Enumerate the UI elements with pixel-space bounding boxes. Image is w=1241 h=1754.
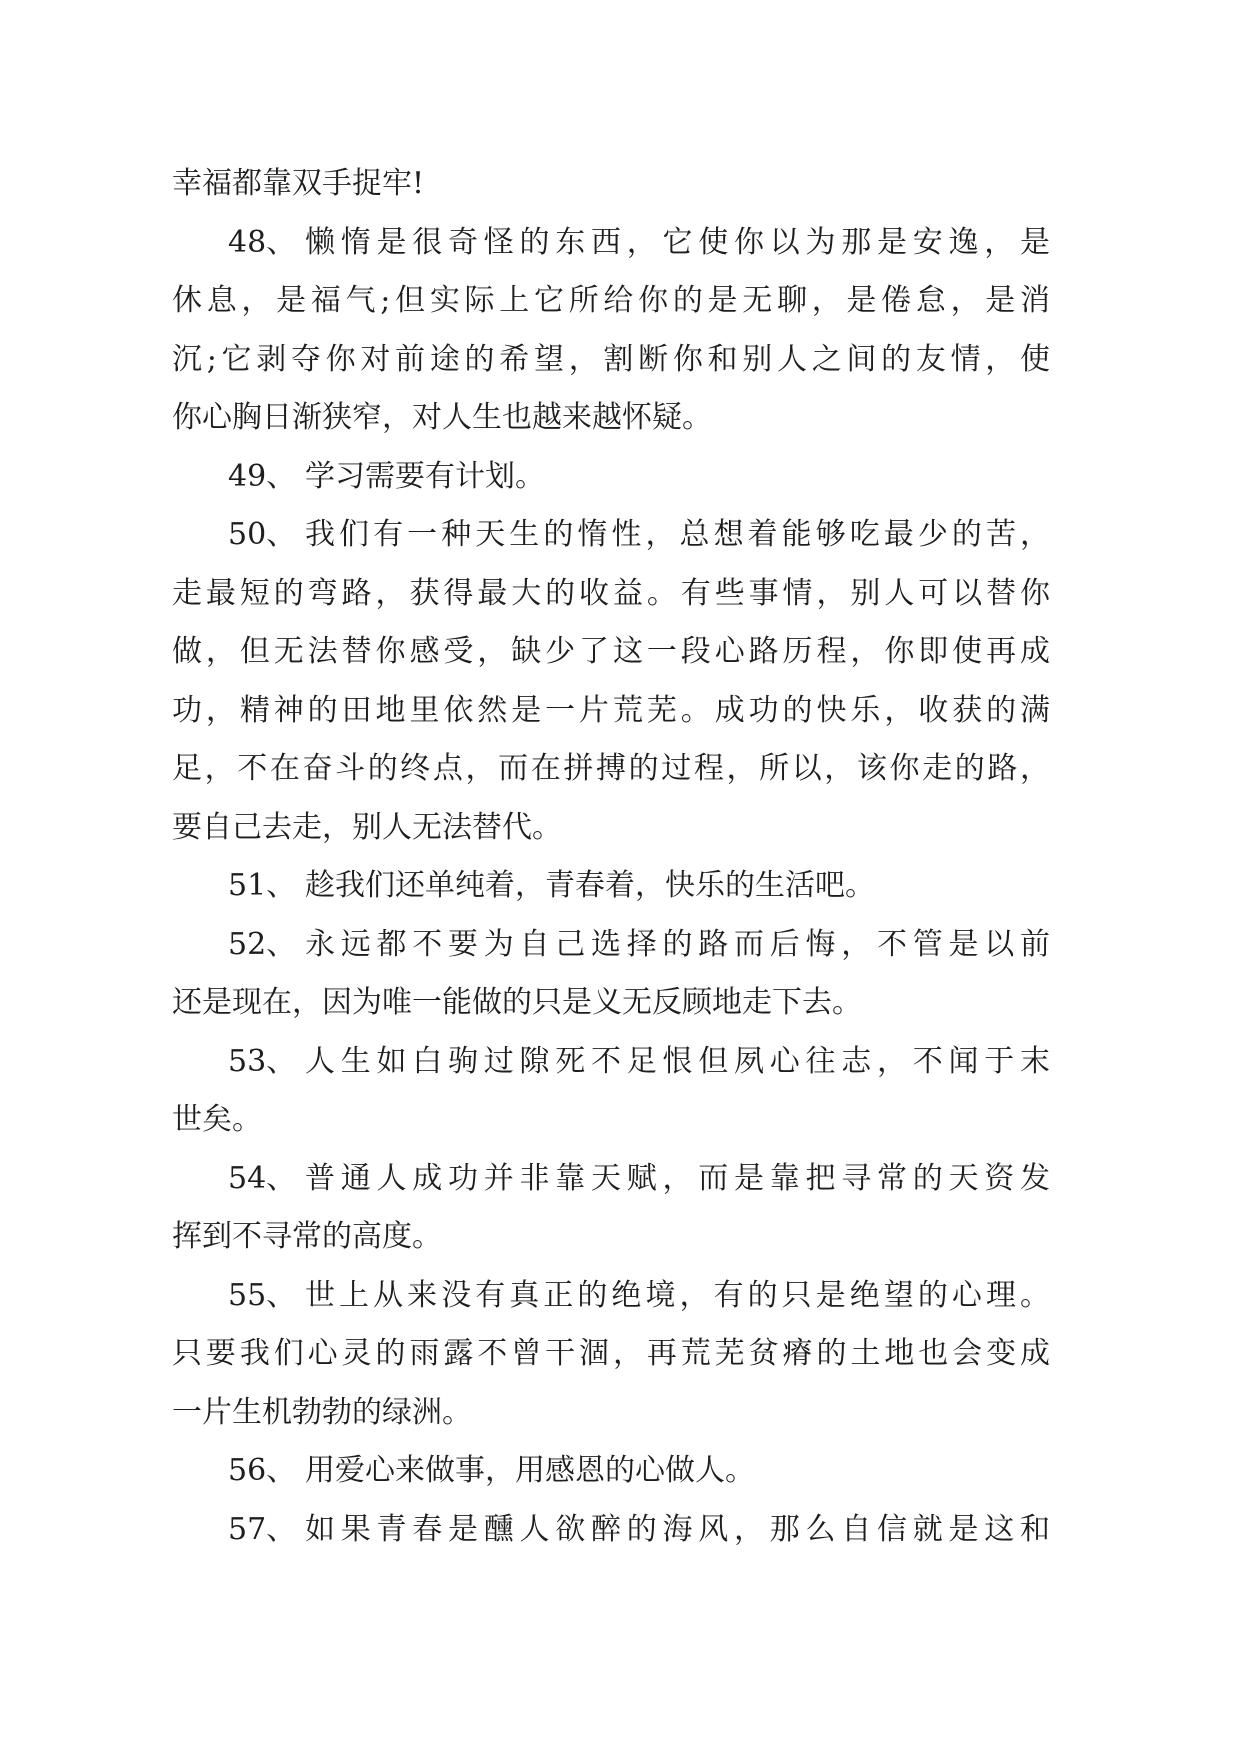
- paragraph-line: [172, 155, 1050, 214]
- paragraph-first-line: [172, 857, 1050, 916]
- item-number: 54、: [228, 1160, 297, 1196]
- quote-item-49: [172, 448, 1050, 507]
- item-number: 56、: [228, 1453, 297, 1488]
- item-number: 53、: [228, 1043, 297, 1079]
- line-text: 我们有一种天生的惰性，总想着能够吃最少的苦，: [305, 517, 1050, 552]
- line-text: 足，不在奋斗的终点，而在拼搏的过程，所以，该你走的路，: [172, 751, 1050, 786]
- paragraph-line: [172, 1091, 1050, 1150]
- paragraph-line: [172, 1384, 1050, 1443]
- quote-item-56: [172, 1442, 1050, 1501]
- line-text: 世矣。: [172, 1102, 262, 1137]
- line-text: 懒惰是很奇怪的东西，它使你以为那是安逸，是: [305, 224, 1050, 260]
- line-text: 人生如白驹过隙死不足恨但夙心往志，不闻于末: [305, 1043, 1050, 1079]
- item-number: 51、: [228, 868, 297, 903]
- line-text: 休息，是福气;但实际上它所给你的是无聊，是倦怠，是消: [172, 283, 1050, 318]
- line-text: 世上从来没有真正的绝境，有的只是绝望的心理。: [305, 1277, 1050, 1313]
- line-text: 幸福都靠双手捉牢!: [172, 166, 425, 201]
- paragraph-line: [172, 974, 1050, 1033]
- paragraph-line: [172, 740, 1050, 799]
- quote-item-52: [172, 916, 1050, 1033]
- quote-item-54: [172, 1150, 1050, 1267]
- line-text: 如果青春是醺人欲醉的海风，那么自信就是这和: [305, 1511, 1050, 1547]
- item-number: 49、: [228, 458, 297, 494]
- continued-paragraph: [172, 155, 1050, 214]
- paragraph-first-line: [172, 1150, 1050, 1209]
- line-text: 普通人成功并非靠天赋，而是靠把寻常的天资发: [305, 1160, 1050, 1196]
- paragraph-first-line: [172, 1442, 1050, 1501]
- paragraph-first-line: [172, 214, 1050, 273]
- quote-item-48: [172, 214, 1050, 448]
- quote-item-53: [172, 1033, 1050, 1150]
- line-text: 功，精神的田地里依然是一片荒芜。成功的快乐，收获的满: [172, 692, 1050, 728]
- line-text: 要自己去走，别人无法替代。: [172, 809, 562, 845]
- line-text: 走最短的弯路，获得最大的收益。有些事情，别人可以替你: [172, 575, 1050, 611]
- item-number: 48、: [228, 224, 297, 260]
- line-text: 用爱心来做事，用感恩的心做人。: [305, 1453, 755, 1488]
- paragraph-first-line: [172, 448, 1050, 507]
- quote-item-50: [172, 506, 1050, 857]
- item-number: 50、: [228, 517, 297, 552]
- quote-item-57: [172, 1501, 1050, 1560]
- paragraph-first-line: [172, 506, 1050, 565]
- line-text: 趁我们还单纯着，青春着，快乐的生活吧。: [305, 868, 875, 903]
- paragraph-line: [172, 331, 1050, 390]
- paragraph-line: [172, 1208, 1050, 1267]
- line-text: 一片生机勃勃的绿洲。: [172, 1394, 472, 1430]
- paragraph-line: [172, 799, 1050, 858]
- line-text: 挥到不寻常的高度。: [172, 1219, 442, 1254]
- line-text: 你心胸日渐狭窄，对人生也越来越怀疑。: [172, 400, 712, 435]
- quote-item-55: [172, 1267, 1050, 1443]
- document-body: [172, 155, 1050, 1559]
- paragraph-line: [172, 565, 1050, 624]
- line-text: 学习需要有计划。: [305, 458, 545, 494]
- line-text: 只要我们心灵的雨露不曾干涸，再荒芜贫瘠的土地也会变成: [172, 1336, 1050, 1371]
- line-text: 沉;它剥夺你对前途的希望，割断你和别人之间的友情，使: [172, 341, 1050, 377]
- item-number: 57、: [228, 1511, 297, 1547]
- paragraph-first-line: [172, 1267, 1050, 1326]
- item-number: 55、: [228, 1277, 297, 1313]
- paragraph-line: [172, 682, 1050, 741]
- line-text: 永远都不要为自己选择的路而后悔，不管是以前: [305, 926, 1050, 962]
- paragraph-line: [172, 623, 1050, 682]
- paragraph-first-line: [172, 916, 1050, 975]
- line-text: 做，但无法替你感受，缺少了这一段心路历程，你即使再成: [172, 634, 1050, 669]
- paragraph-first-line: [172, 1033, 1050, 1092]
- paragraph-line: [172, 1325, 1050, 1384]
- quote-item-51: [172, 857, 1050, 916]
- item-number: 52、: [228, 926, 297, 962]
- paragraph-first-line: [172, 1501, 1050, 1560]
- paragraph-line: [172, 389, 1050, 448]
- paragraph-line: [172, 272, 1050, 331]
- line-text: 还是现在，因为唯一能做的只是义无反顾地走下去。: [172, 985, 862, 1020]
